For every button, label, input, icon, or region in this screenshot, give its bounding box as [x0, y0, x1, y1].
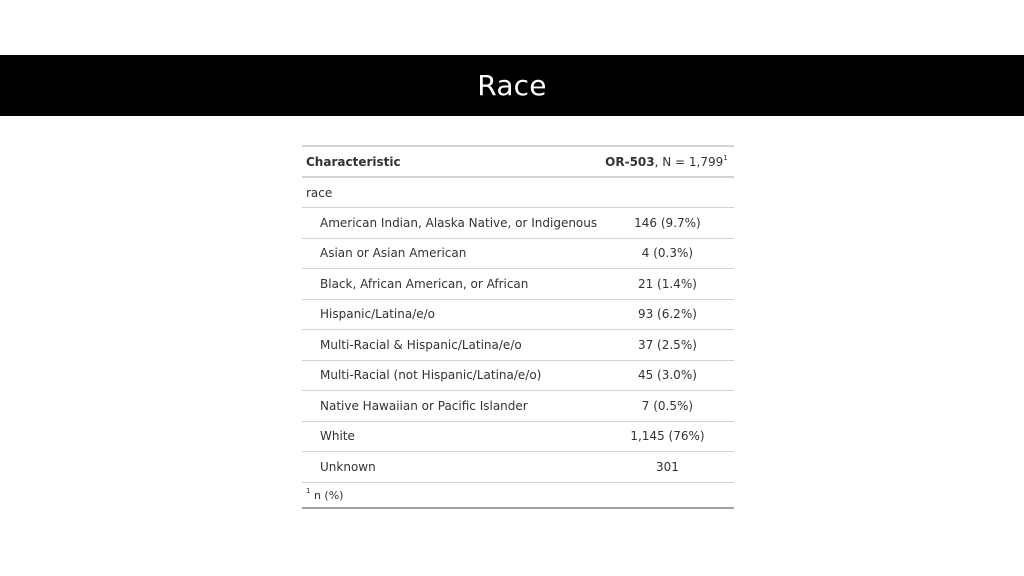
table-row: [302, 360, 734, 391]
row-label: Native Hawaiian or Pacific Islander: [320, 398, 528, 413]
title-bar: [0, 55, 1024, 116]
header-statistic: [601, 146, 734, 177]
table-row: [302, 238, 734, 269]
table-row: [302, 299, 734, 330]
row-value: 146 (9.7%): [634, 215, 701, 230]
slide-title: Race: [477, 69, 547, 102]
table-row: [302, 391, 734, 422]
row-value: 37 (2.5%): [637, 337, 697, 352]
footnote-row: [302, 482, 734, 508]
row-label: Multi-Racial (not Hispanic/Latina/e/o): [320, 368, 542, 383]
table-footnote: [302, 482, 734, 508]
row-label: White: [320, 429, 355, 444]
table-row: [302, 452, 734, 483]
row-value: 301: [655, 459, 679, 474]
table-row: [302, 208, 734, 239]
summary-table-container: [302, 145, 728, 509]
header-characteristic: Characteristic: [306, 154, 401, 169]
row-value: 45 (3.0%): [637, 368, 697, 383]
table-row: [302, 330, 734, 361]
variable-row: [302, 177, 734, 208]
summary-table: [302, 145, 734, 509]
table-row: [302, 421, 734, 452]
row-value: 7 (0.5%): [641, 398, 694, 413]
table-row: [302, 269, 734, 300]
row-value: 93 (6.2%): [637, 307, 697, 322]
header-group-name: OR-503: [605, 155, 655, 169]
row-label: Black, African American, or African: [320, 276, 529, 291]
row-value: 1,145 (76%): [630, 429, 705, 444]
row-label: Asian or Asian American: [320, 246, 467, 261]
variable-label: race: [306, 185, 333, 200]
footnote-text: n (%): [313, 489, 344, 503]
row-label: Hispanic/Latina/e/o: [320, 307, 436, 322]
header-group-n: , N = 1,799: [654, 155, 724, 169]
header-footnote-mark: 1: [723, 154, 728, 162]
footnote-mark: 1: [306, 487, 311, 496]
row-value: 21 (1.4%): [637, 276, 697, 291]
row-label: Multi-Racial & Hispanic/Latina/e/o: [320, 337, 522, 352]
row-value: 4 (0.3%): [641, 246, 694, 261]
row-label: American Indian, Alaska Native, or Indigenous: [320, 215, 598, 230]
table-header-row: [302, 146, 734, 177]
variable-stat: [601, 177, 734, 208]
row-label: Unknown: [320, 459, 376, 474]
